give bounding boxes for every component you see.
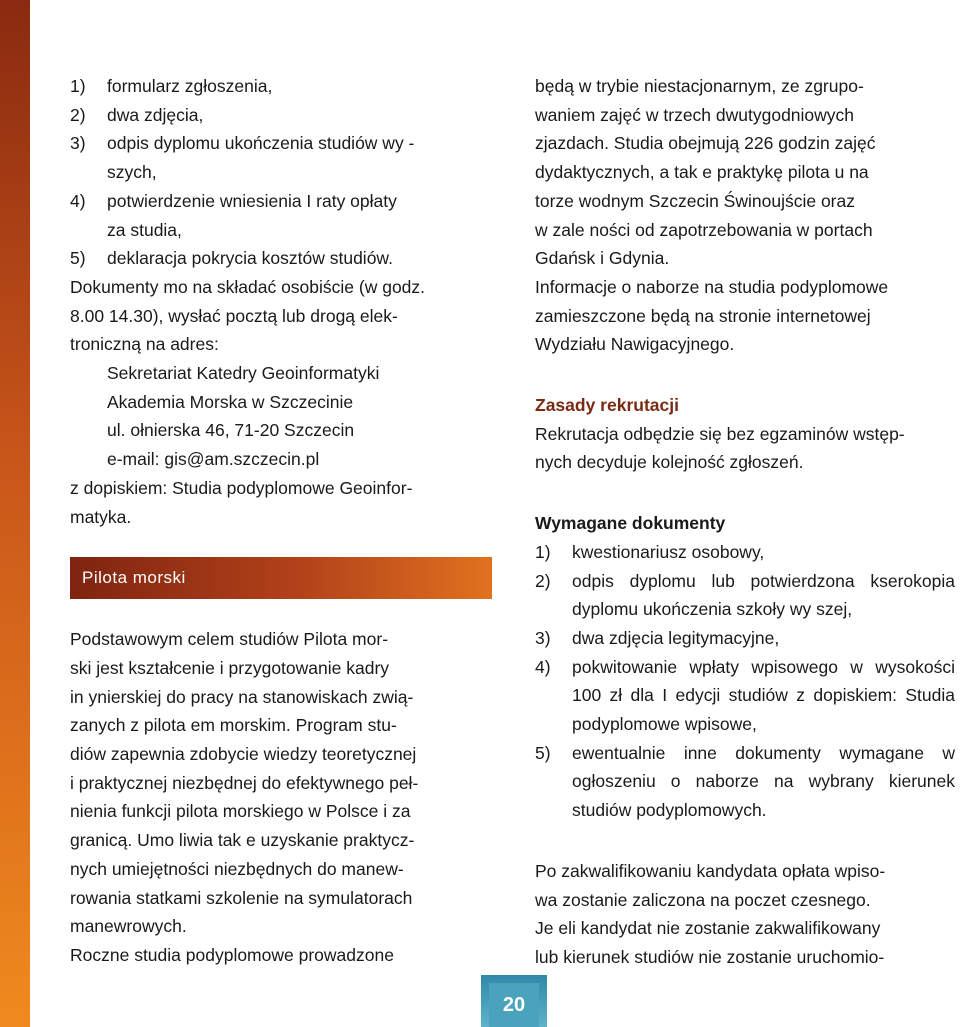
address-line: ul. ołnierska 46, 71-20 Szczecin (107, 420, 355, 441)
text-line: waniem zajęć w trzech dwutygodniowych (535, 104, 855, 125)
list-number: 4) (535, 656, 551, 677)
heading-required-documents: Wymagane dokumenty (535, 513, 726, 534)
address-block (70, 359, 492, 474)
text-line: Roczne studia podyplomowe prowadzone (70, 944, 394, 965)
list-item-continuation: szych, (107, 162, 157, 183)
list-item (535, 739, 955, 825)
qualification-paragraph (535, 857, 955, 972)
text-line: granicą. Umo liwia tak e uzyskanie praktycz- (70, 830, 415, 851)
submission-paragraph (70, 273, 492, 359)
list-item (535, 567, 955, 624)
text-line: zamieszczone będą na stronie internetowej (535, 305, 871, 326)
program-paragraph (70, 625, 492, 969)
page-number-box (481, 975, 547, 1027)
right-column (535, 72, 955, 972)
text-line: Gdańsk i Gdynia. (535, 248, 670, 269)
list-number: 1) (535, 541, 551, 562)
list-item: 4) potwierdzenie wniesienia I raty opłaty (70, 190, 397, 211)
list-item-continuation: za studia, (107, 219, 182, 240)
text-line: zanych z pilota em morskim. Program stu- (70, 715, 397, 736)
list-item (535, 653, 955, 739)
list-number: 2) (535, 570, 551, 591)
text-line: torze wodnym Szczecin Świnoujście oraz (535, 190, 855, 211)
list-number: 3) (535, 627, 551, 648)
text-line: rowania statkami szkolenie na symulatorach (70, 887, 413, 908)
list-number: 5) (535, 742, 551, 763)
text-line: matyka. (70, 506, 132, 527)
text-line: manewrowych. (70, 916, 187, 937)
documents-list (70, 72, 492, 273)
text-line: w zale ności od zapotrzebowania w portach (535, 219, 873, 240)
text-line: in ynierskiej do pracy na stanowiskach zwią- (70, 686, 414, 707)
decorative-side-bar (0, 0, 30, 1027)
list-item (535, 624, 955, 653)
recruitment-paragraph (535, 420, 955, 477)
heading-recruitment-rules: Zasady rekrutacji (535, 395, 679, 416)
list-text: ewentualnie inne dokumenty wymagane w ogłoszeniu o naborze na wybrany kierunek studiów podyplomowych. (572, 742, 955, 821)
text-line: z dopiskiem: Studia podyplomowe Geoinfor- (70, 477, 413, 498)
list-text: pokwitowanie wpłaty wpisowego w wysokości 100 zł dla I edycji studiów z dopiskiem: Studia podyplomowe wpisowe, (572, 656, 955, 735)
list-item: 2) dwa zdjęcia, (70, 104, 204, 125)
text-line: zjazdach. Studia obejmują 226 godzin zajęć (535, 133, 876, 154)
text-line: troniczną na adres: (70, 334, 219, 355)
text-line: Podstawowym celem studiów Pilota mor- (70, 629, 389, 650)
text-line: będą w trybie niestacjonarnym, ze zgrupo- (535, 76, 864, 96)
text-line: nych umiejętności niezbędnych do manew- (70, 858, 404, 879)
text-line: Dokumenty mo na składać osobiście (w godz. (70, 276, 426, 297)
text-line: Je eli kandydat nie zostanie zakwalifikowany (535, 918, 881, 939)
text-line: Informacje o naborze na studia podyplomowe (535, 276, 889, 297)
list-item: 5) deklaracja pokrycia kosztów studiów. (70, 248, 393, 269)
text-line: lub kierunek studiów nie zostanie uruchomio- (535, 946, 885, 967)
left-column (70, 72, 492, 970)
section-banner-pilotaz: Pilota morski (70, 557, 492, 599)
list-item (535, 538, 955, 567)
email-line: e-mail: gis@am.szczecin.pl (107, 449, 320, 470)
text-line: dydaktycznych, a tak e praktykę pilota u na (535, 162, 869, 183)
annotation-paragraph (70, 474, 492, 531)
text-line: nych decyduje kolejność zgłoszeń. (535, 452, 804, 473)
address-line: Akademia Morska w Szczecinie (107, 391, 354, 412)
text-line: diów zapewnia zdobycie wiedzy teoretycznej (70, 744, 417, 765)
list-item: 1) formularz zgłoszenia, (70, 76, 273, 96)
required-documents-list (535, 538, 955, 825)
schedule-paragraph (535, 72, 955, 359)
text-line: 8.00 14.30), wysłać pocztą lub drogą elek- (70, 305, 398, 326)
list-text: odpis dyplomu lub potwierdzona kserokopia dyplomu ukończenia szkoły wy szej, (572, 570, 955, 620)
list-text: kwestionariusz osobowy, (572, 541, 765, 562)
text-line: wa zostanie zaliczona na poczet czesnego. (535, 889, 871, 910)
text-line: Rekrutacja odbędzie się bez egzaminów wstęp- (535, 423, 905, 444)
list-item: 3) odpis dyplomu ukończenia studiów wy - (70, 133, 415, 154)
text-line: ski jest kształcenie i przygotowanie kadry (70, 657, 390, 678)
address-line: Sekretariat Katedry Geoinformatyki (107, 363, 380, 384)
list-text: dwa zdjęcia legitymacyjne, (572, 627, 780, 648)
text-line: Po zakwalifikowaniu kandydata opłata wpiso- (535, 860, 886, 881)
text-line: Wydziału Nawigacyjnego. (535, 334, 735, 355)
text-line: nienia funkcji pilota morskiego w Polsce i za (70, 801, 411, 822)
page-number: 20 (489, 983, 539, 1027)
text-line: i praktycznej niezbędnej do efektywnego peł- (70, 772, 419, 793)
